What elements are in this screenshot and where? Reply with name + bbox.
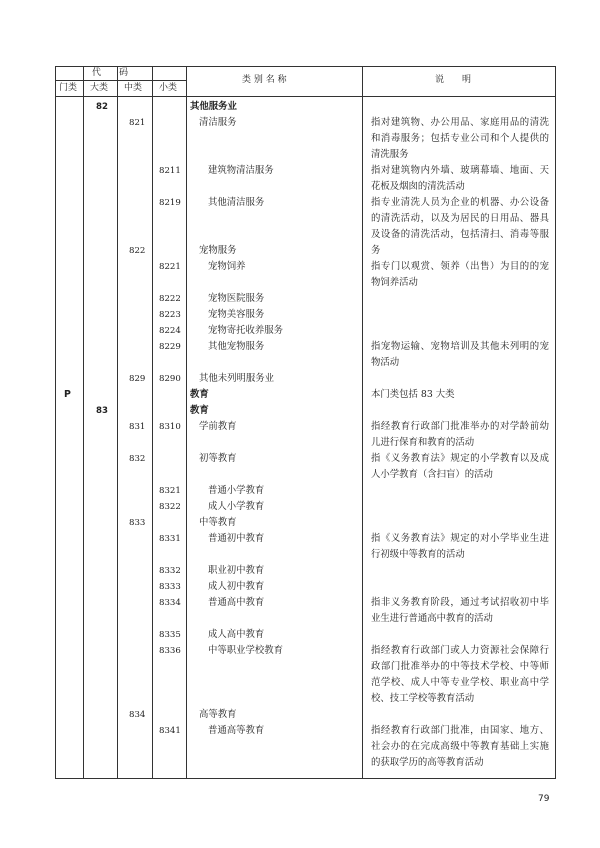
category-name: 普通高中教育 bbox=[208, 597, 265, 608]
category-name: 宠物医院服务 bbox=[208, 293, 265, 304]
category-name: 普通初中教育 bbox=[208, 533, 265, 544]
category-name: 宠物饲养 bbox=[208, 261, 246, 272]
category-description: 指《义务教育法》规定的对小学毕业生进行初级中等教育的活动 bbox=[371, 533, 549, 560]
category-description: 指专门以观赏、领养（出售）为目的的宠物饲养活动 bbox=[371, 261, 549, 288]
code-xiao-cell: 8310 bbox=[159, 422, 181, 432]
category-description: 指《义务教育法》规定的小学教育以及成人小学教育（含扫盲）的活动 bbox=[371, 453, 549, 480]
category-name: 其他未列明服务业 bbox=[199, 373, 275, 384]
header-code: 代 码 bbox=[92, 68, 129, 78]
header-men: 门类 bbox=[59, 83, 78, 93]
header-da: 大类 bbox=[90, 83, 109, 93]
code-xiao-cell: 8331 bbox=[159, 534, 181, 544]
category-description: 指经教育行政部门批准举办的对学龄前幼儿进行保育和教育的活动 bbox=[371, 421, 549, 448]
category-name: 中等教育 bbox=[199, 517, 237, 528]
code-xiao-cell: 8224 bbox=[159, 326, 181, 336]
header-name: 类 别 名 称 bbox=[242, 75, 287, 85]
divider-zhong-xiao bbox=[152, 66, 153, 779]
code-da-cell: 82 bbox=[96, 102, 108, 112]
code-xiao-cell: 8332 bbox=[159, 566, 181, 576]
code-zhong-cell: 833 bbox=[129, 518, 146, 528]
code-xiao-cell: 8334 bbox=[159, 598, 181, 608]
category-name: 清洁服务 bbox=[199, 117, 237, 128]
category-name: 普通小学教育 bbox=[208, 485, 265, 496]
category-description: 指经教育行政部门批准，由国家、地方、社会办的在完成高级中等教育基础上实施的获取学历的高等教育活动 bbox=[371, 725, 549, 768]
category-description: 指对建筑物、办公用品、家庭用品的清洗和消毒服务；包括专业公司和个人提供的清洗服务 bbox=[371, 117, 549, 160]
code-xiao-cell: 8222 bbox=[159, 294, 181, 304]
category-name: 教育 bbox=[190, 405, 209, 416]
code-zhong-cell: 834 bbox=[129, 710, 146, 720]
category-name: 学前教育 bbox=[199, 421, 237, 432]
header-desc: 说 明 bbox=[435, 75, 472, 85]
code-xiao-cell: 8321 bbox=[159, 486, 181, 496]
header-bottom-line bbox=[55, 96, 556, 97]
code-xiao-cell: 8322 bbox=[159, 502, 181, 512]
divider-name-desc bbox=[362, 66, 363, 779]
code-xiao-cell: 8336 bbox=[159, 646, 181, 656]
code-xiao-cell: 8229 bbox=[159, 342, 181, 352]
category-name: 其他清洁服务 bbox=[208, 197, 265, 208]
category-description: 指经教育行政部门或人力资源社会保障行政部门批准举办的中等技术学校、中等师范学校、成人中等专业学校、职业高中学校、技工学校等教育活动 bbox=[371, 645, 549, 704]
category-name: 建筑物清洁服务 bbox=[208, 165, 274, 176]
category-name: 中等职业学校教育 bbox=[208, 645, 284, 656]
category-description: 指非义务教育阶段，通过考试招收初中毕业生进行普通高中教育的活动 bbox=[371, 597, 549, 624]
code-xiao-cell: 8219 bbox=[159, 198, 181, 208]
code-xiao-cell: 8211 bbox=[159, 166, 181, 176]
code-xiao-cell: 8341 bbox=[159, 726, 181, 736]
code-zhong-cell: 832 bbox=[129, 454, 146, 464]
category-name: 成人小学教育 bbox=[208, 501, 265, 512]
code-xiao-cell: 8221 bbox=[159, 262, 181, 272]
divider-da-zhong bbox=[117, 66, 118, 779]
category-name: 高等教育 bbox=[199, 709, 237, 720]
category-description: 指对建筑物内外墙、玻璃幕墙、地面、天花板及烟囱的清洗活动 bbox=[371, 165, 549, 192]
code-zhong-cell: 822 bbox=[129, 246, 146, 256]
category-name: 宠物服务 bbox=[199, 245, 237, 256]
code-zhong-cell: 821 bbox=[129, 118, 146, 128]
header-xiao: 小类 bbox=[159, 83, 178, 93]
category-name: 初等教育 bbox=[199, 453, 237, 464]
page-number: 79 bbox=[538, 794, 550, 804]
category-description: 指专业清洗人员为企业的机器、办公设备的清洗活动，以及为居民的日用品、器具及设备的清洗活动，包括清扫、消毒等服务 bbox=[371, 197, 549, 256]
divider-xiao-name bbox=[186, 66, 187, 779]
category-name: 宠物美容服务 bbox=[208, 309, 265, 320]
code-xiao-cell: 8333 bbox=[159, 582, 181, 592]
category-name: 教育 bbox=[190, 389, 209, 400]
divider-men-da bbox=[83, 66, 84, 779]
code-xiao-cell: 8335 bbox=[159, 630, 181, 640]
header-zhong: 中类 bbox=[124, 83, 143, 93]
code-da-cell: 83 bbox=[96, 406, 108, 416]
category-name: 宠物寄托收养服务 bbox=[208, 325, 284, 336]
category-name: 成人高中教育 bbox=[208, 629, 265, 640]
header-code-line bbox=[55, 80, 186, 81]
code-men-cell: P bbox=[64, 389, 71, 400]
category-name: 职业初中教育 bbox=[208, 565, 265, 576]
code-zhong-cell: 831 bbox=[129, 422, 146, 432]
code-xiao-cell: 8223 bbox=[159, 310, 181, 320]
category-name: 成人初中教育 bbox=[208, 581, 265, 592]
category-name: 其他服务业 bbox=[190, 101, 237, 112]
code-xiao-cell: 8290 bbox=[159, 374, 181, 384]
category-description: 本门类包括 83 大类 bbox=[371, 389, 455, 400]
category-name: 普通高等教育 bbox=[208, 725, 265, 736]
code-zhong-cell: 829 bbox=[129, 374, 146, 384]
category-description: 指宠物运输、宠物培训及其他未列明的宠物活动 bbox=[371, 341, 549, 368]
category-name: 其他宠物服务 bbox=[208, 341, 265, 352]
